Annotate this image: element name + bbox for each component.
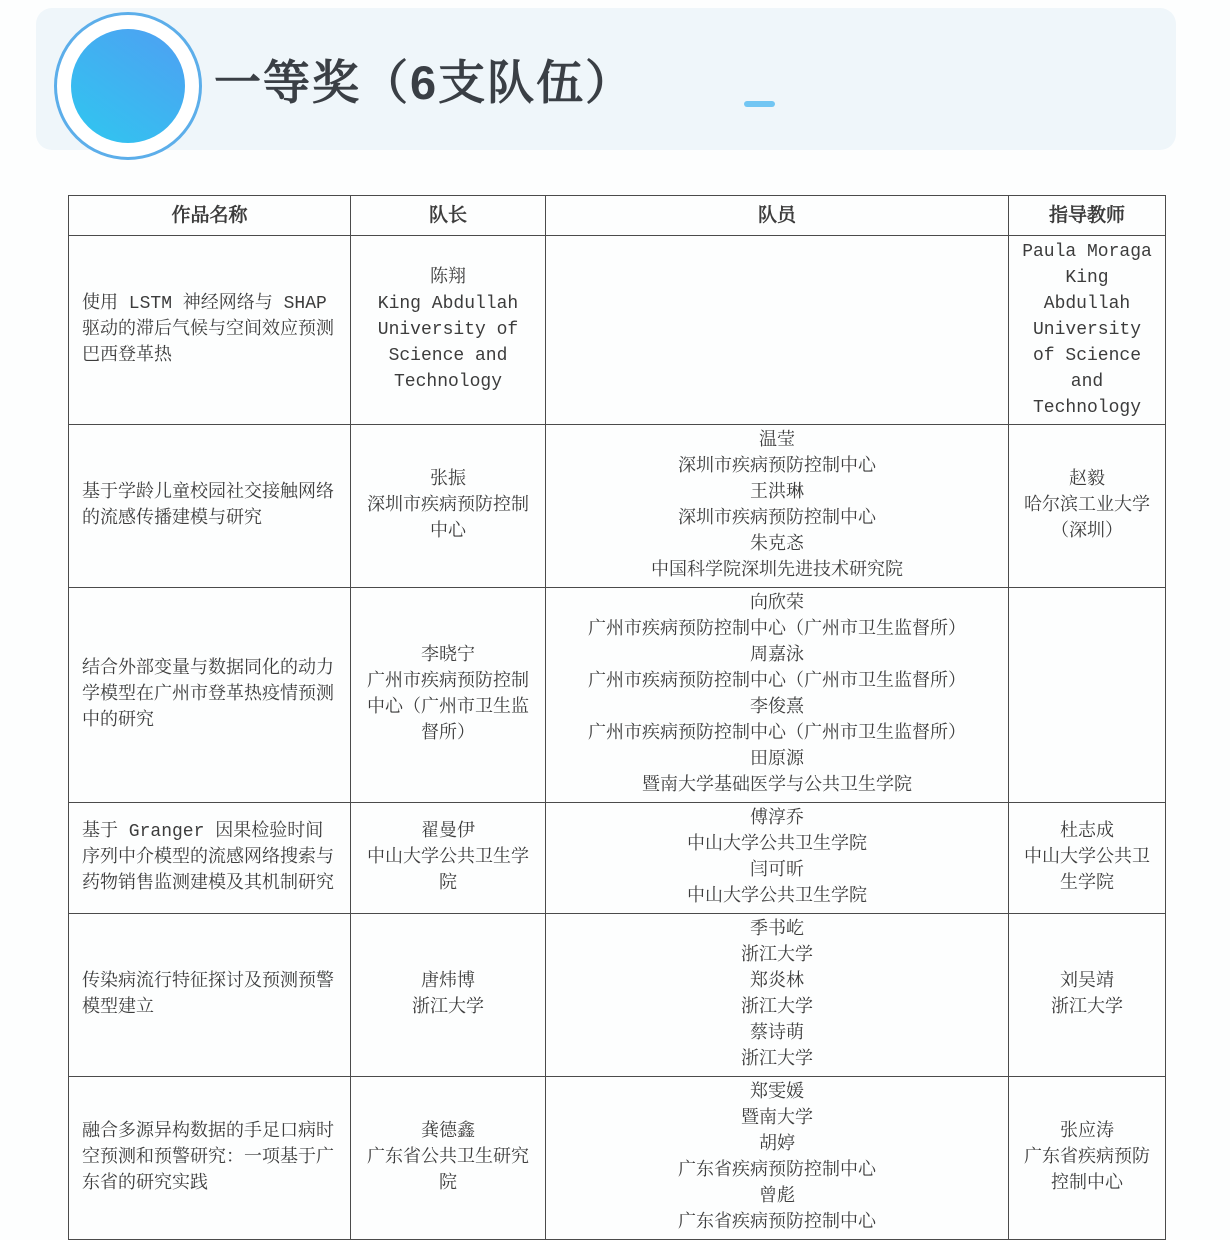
cell-line: 广州市疾病预防控制中心（广州市卫生监督所） — [588, 672, 966, 692]
cell-line: 龚德鑫 — [421, 1122, 475, 1142]
cell-advisor — [1009, 914, 1166, 1077]
cell-members — [546, 1077, 1009, 1240]
column-header-advisor: 指导教师 — [1009, 196, 1166, 236]
cell-leader — [351, 236, 546, 425]
cell-line: Paula Moraga — [1022, 242, 1152, 262]
cell-work: 传染病流行特征探讨及预测预警模型建立 — [69, 914, 351, 1077]
cell-line: 深圳市疾病预防控制中心 — [678, 509, 876, 529]
cell-line: 浙江大学 — [741, 1050, 813, 1070]
cell-line: 广州市疾病预防控制中心（广州市卫生监督所） — [588, 620, 966, 640]
cell-line: 杜志成 — [1060, 822, 1114, 842]
cell-leader — [351, 425, 546, 588]
cell-work: 使用 LSTM 神经网络与 SHAP 驱动的滞后气候与空间效应预测巴西登革热 — [69, 236, 351, 425]
cell-line: 郑炎林 — [750, 972, 804, 992]
cell-leader — [351, 803, 546, 914]
cell-line: 广东省公共卫生研究院 — [367, 1148, 529, 1194]
table-row — [69, 236, 1166, 425]
table-row — [69, 803, 1166, 914]
cell-work: 融合多源异构数据的手足口病时空预测和预警研究：一项基于广东省的研究实践 — [69, 1077, 351, 1240]
award-badge-icon — [54, 12, 202, 160]
cell-line: 浙江大学 — [412, 998, 484, 1018]
cell-line: 张应涛 — [1060, 1122, 1114, 1142]
cell-members — [546, 914, 1009, 1077]
cell-line: 广州市疾病预防控制中心（广州市卫生监督所） — [367, 672, 529, 744]
cell-line: 广东省疾病预防控制中心 — [678, 1161, 876, 1181]
cell-leader — [351, 588, 546, 803]
cell-line: 温莹 — [759, 431, 795, 451]
cell-line: 浙江大学 — [1051, 998, 1123, 1018]
cell-line: 曾彪 — [759, 1187, 795, 1207]
cell-advisor — [1009, 803, 1166, 914]
table-header-row — [69, 196, 1166, 236]
cell-line: 深圳市疾病预防控制中心 — [678, 457, 876, 477]
cell-members — [546, 803, 1009, 914]
cell-members — [546, 236, 1009, 425]
cell-line: 暨南大学基础医学与公共卫生学院 — [642, 776, 912, 796]
cell-line: 暨南大学 — [741, 1109, 813, 1129]
cell-advisor — [1009, 236, 1166, 425]
cell-line: 向欣荣 — [750, 594, 804, 614]
column-header-members: 队员 — [546, 196, 1009, 236]
cell-members — [546, 588, 1009, 803]
award-badge-inner-circle — [71, 29, 185, 143]
cell-line: 傅淳乔 — [750, 809, 804, 829]
cell-line: 刘吴靖 — [1060, 972, 1114, 992]
cell-line: 中国科学院深圳先进技术研究院 — [651, 561, 903, 581]
cell-line: 中山大学公共卫生学院 — [1024, 848, 1150, 894]
cell-line: 深圳市疾病预防控制中心 — [367, 496, 529, 542]
cell-advisor — [1009, 1077, 1166, 1240]
table-row — [69, 588, 1166, 803]
cell-work: 基于 Granger 因果检验时间序列中介模型的流感网络搜索与药物销售监测建模及其机制研究 — [69, 803, 351, 914]
cell-advisor — [1009, 588, 1166, 803]
table-row — [69, 914, 1166, 1077]
cell-line: King Abdullah University of Science and Technology — [377, 294, 519, 392]
cell-advisor — [1009, 425, 1166, 588]
cell-line: 中山大学公共卫生学院 — [687, 835, 867, 855]
cell-line: 李晓宁 — [421, 646, 475, 666]
cell-line: 闫可昕 — [750, 861, 804, 881]
cell-line: 李俊熹 — [750, 698, 804, 718]
column-header-work: 作品名称 — [69, 196, 351, 236]
cell-line: 浙江大学 — [741, 946, 813, 966]
cell-line: 周嘉泳 — [750, 646, 804, 666]
cell-work: 结合外部变量与数据同化的动力学模型在广州市登革热疫情预测中的研究 — [69, 588, 351, 803]
cell-line: 唐炜博 — [421, 972, 475, 992]
cell-line: 季书屹 — [750, 920, 804, 940]
cell-members — [546, 425, 1009, 588]
cell-line: 蔡诗萌 — [750, 1024, 804, 1044]
cell-line: 中山大学公共卫生学院 — [687, 887, 867, 907]
cell-line: 朱克忞 — [750, 535, 804, 555]
cell-leader — [351, 1077, 546, 1240]
cell-line: 田原源 — [750, 750, 804, 770]
cell-line: 广东省疾病预防控制中心 — [1024, 1148, 1150, 1194]
cell-line: 广东省疾病预防控制中心 — [678, 1213, 876, 1233]
table-row — [69, 1077, 1166, 1240]
table-body — [69, 236, 1166, 1240]
cell-line: 王洪琳 — [750, 483, 804, 503]
cell-work: 基于学龄儿童校园社交接触网络的流感传播建模与研究 — [69, 425, 351, 588]
cell-line: 中山大学公共卫生学院 — [367, 848, 529, 894]
cell-leader — [351, 914, 546, 1077]
title-underline-dash — [744, 101, 775, 107]
page-title: 一等奖（6支队伍） — [214, 56, 635, 109]
cell-line: 胡婷 — [759, 1135, 795, 1155]
awards-table — [68, 195, 1166, 1240]
cell-line: 翟曼伊 — [421, 822, 475, 842]
cell-line: 郑雯媛 — [750, 1083, 804, 1103]
cell-line: 广州市疾病预防控制中心（广州市卫生监督所） — [588, 724, 966, 744]
cell-line: 陈翔 — [430, 268, 466, 288]
cell-line: 浙江大学 — [741, 998, 813, 1018]
cell-line: King Abdullah University of Science and Technology — [1032, 268, 1142, 418]
cell-line: 赵毅 — [1069, 470, 1105, 490]
cell-line: 张振 — [430, 470, 466, 490]
table-row — [69, 425, 1166, 588]
column-header-leader: 队长 — [351, 196, 546, 236]
cell-line: 哈尔滨工业大学（深圳） — [1024, 496, 1150, 542]
